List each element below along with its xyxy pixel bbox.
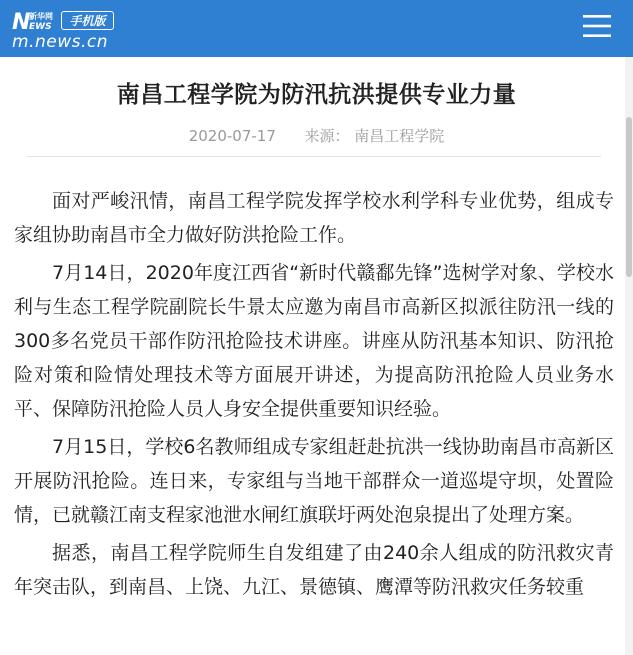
- article-paragraph: 面对严峻汛情，南昌工程学院发挥学校水利学科专业优势，组成专家组协助南昌市全力做好防洪抢险工作。: [14, 190, 614, 246]
- xinhuanet-logo[interactable]: [12, 8, 142, 52]
- hamburger-menu-icon[interactable]: [582, 12, 612, 40]
- svg-text:N: N: [12, 10, 31, 32]
- mobile-version-badge: 手机版: [61, 11, 114, 30]
- source-label: 来源：: [304, 127, 350, 145]
- article-paragraph: 7月15日，学校6名教师组成专家组赶赴抗洪一线协助南昌市高新区开展防汛抢险。连日来，专家组与当地干部群众一道巡堤守坝，处置险情，已就赣江南支程家池泄水闸红旗联圩两处泡泉提出了处理方案。: [14, 436, 614, 526]
- svg-text:EWS: EWS: [29, 22, 52, 32]
- article-paragraph: 据悉，南昌工程学院师生自发组建了由240余人组成的防汛救灾青年突击队，到南昌、上饶、九江、景德镇、鹰潭等防汛救灾任务较重: [14, 542, 614, 598]
- vertical-scrollbar[interactable]: [625, 57, 633, 655]
- xinhua-logo-mark-icon: [12, 10, 56, 32]
- svg-text:新华网: 新华网: [29, 12, 53, 21]
- scrollbar-thumb[interactable]: [626, 117, 632, 277]
- article-paragraph: 7月14日，2020年度江西省“新时代赣鄱先锋”选树学对象、学校水利与生态工程学院副院长牛景太应邀为南昌市高新区拟派往防汛一线的300多名党员干部作防汛抢险技术讲座。讲座从防汛基本知识、防汛抢险对策和险情处理技术等方面展开讲述，为提高防汛抢险人员业务水平、保障防汛抢险人员人身安全提供重要知识经验。: [14, 262, 614, 420]
- publish-date: 2020-07-17: [188, 127, 276, 145]
- article-source: 南昌工程学院: [354, 127, 445, 145]
- article-body: [14, 184, 614, 608]
- title-divider: [27, 156, 601, 157]
- article-title: 南昌工程学院为防汛抗洪提供专业力量: [116, 82, 517, 108]
- site-header: [0, 0, 633, 57]
- site-domain: m.news.cn: [12, 32, 108, 52]
- article-meta: [0, 125, 633, 146]
